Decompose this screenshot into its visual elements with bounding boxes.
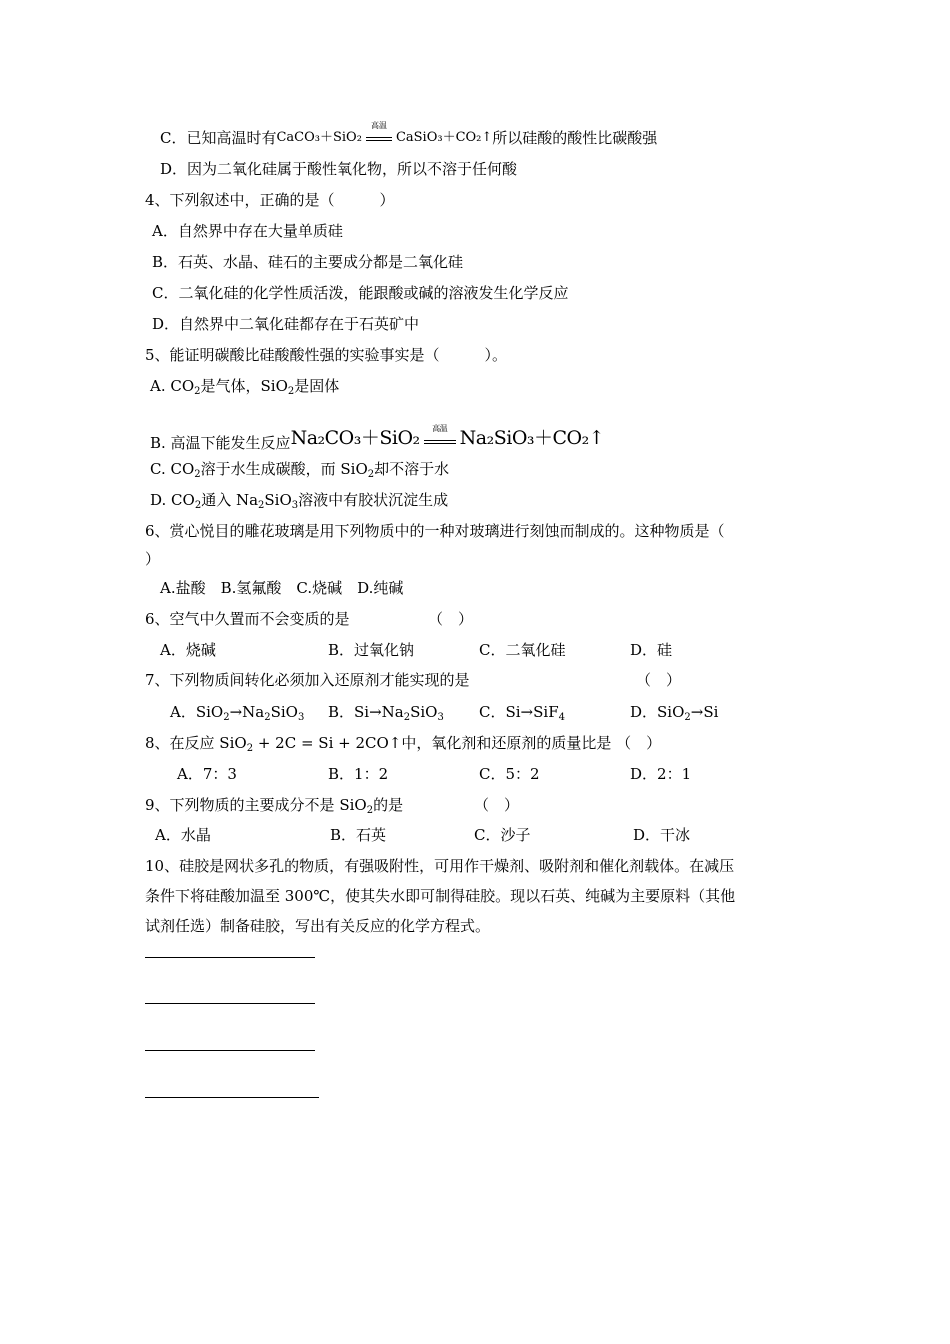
- question-8-stem: 8、在反应 SiO$_2$ + 2C = Si + 2CO↑中，氧化剂和还原剂的质量比是 （ ）: [145, 734, 662, 754]
- condition-mark: 高温: [366, 131, 392, 141]
- question-4-option-b: B．石英、水晶、硅石的主要成分都是二氧化硅: [152, 253, 464, 271]
- question-8-option-a: A．7：3: [177, 765, 237, 783]
- question-6b-option-c: C．二氧化硅: [479, 641, 566, 659]
- question-9-option-c: C．沙子: [474, 826, 531, 844]
- question-10-line1: 10、硅胶是网状多孔的物质，有强吸附性，可用作干燥剂、吸附剂和催化剂载体。在减压: [145, 857, 735, 875]
- answer-blank-line[interactable]: [145, 957, 315, 958]
- question-7-answer-paren: （ ）: [636, 671, 682, 689]
- option-c-line: [160, 121, 658, 148]
- question-5-option-d: D. $CO_2$通入 $Na_2SiO_3$溶液中有胶状沉淀生成: [150, 491, 449, 511]
- question-5-option-a: A. $CO_2$是气体，SiO$_2$是固体: [150, 377, 340, 397]
- question-8-option-b: B．1：2: [328, 765, 389, 783]
- question-5-stem: 5、能证明碳酸比硅酸酸性强的实验事实是（ ）。: [145, 346, 508, 364]
- question-4-option-a: A．自然界中存在大量单质硅: [152, 222, 343, 240]
- answer-blank-line[interactable]: [145, 1097, 319, 1098]
- question-4-option-c: C．二氧化硅的化学性质活泼，能跟酸或碱的溶液发生化学反应: [152, 284, 569, 302]
- option-c-suffix: 所以硅酸的酸性比碳酸强: [492, 129, 658, 147]
- question-10-line2: 条件下将硅酸加温至 300℃，使其失水即可制得硅胶。现以石英、纯碱为主要原料（其他: [145, 887, 736, 905]
- equation-na2co3-sio2: Na₂CO₃＋SiO₂ 高温 Na₂SiO₃＋CO₂↑: [290, 424, 605, 449]
- question-7-stem: 7、下列物质间转化必须加入还原剂才能实现的是: [145, 671, 470, 689]
- question-7-option-a: A．$SiO_2\to Na_2SiO_3$: [170, 703, 305, 723]
- question-8-option-d: D．2：1: [630, 765, 692, 783]
- answer-blank-line[interactable]: [145, 1050, 315, 1051]
- question-9-option-d: D．干冰: [633, 826, 691, 844]
- answer-blank-line[interactable]: [145, 1003, 315, 1004]
- question-6b-answer-paren: （ ）: [428, 610, 474, 628]
- question-6b-option-d: D．硅: [630, 641, 673, 659]
- question-6b-option-a: A．烧碱: [160, 641, 216, 659]
- question-5-option-c: C. $CO_2$溶于水生成碳酸，而 SiO$_2$却不溶于水: [150, 460, 450, 480]
- question-6b-stem: 6、空气中久置而不会变质的是: [145, 610, 350, 628]
- question-4-option-d: D．自然界中二氧化硅都存在于石英矿中: [152, 315, 420, 333]
- question-10-line3: 试剂任选）制备硅胶，写出有关反应的化学方程式。: [145, 917, 491, 935]
- equation-caco3-sio2: CaCO₃＋SiO₂ 高温 CaSiO₃＋CO₂↑: [276, 121, 493, 145]
- question-7-option-b: B．$Si\to Na_2SiO_3$: [328, 703, 444, 723]
- question-6b-option-b: B．过氧化钠: [328, 641, 415, 659]
- question-7-option-c: C．Si→SiF$_4$: [479, 703, 565, 723]
- question-5-option-b: B. 高温下能发生反应Na₂CO₃＋SiO₂ 高温 Na₂SiO₃＋CO₂↑: [150, 424, 605, 452]
- question-8-option-c: C．5：2: [479, 765, 540, 783]
- question-4-stem: 4、下列叙述中，正确的是（ ）: [145, 191, 395, 209]
- question-7-option-d: D．SiO$_2$→Si: [630, 703, 719, 723]
- question-9-answer-paren: （ ）: [474, 796, 520, 814]
- condition-mark: 高温: [424, 434, 456, 444]
- question-6a-stem-line1: 6、赏心悦目的雕花玻璃是用下列物质中的一种对玻璃进行刻蚀而制成的。这种物质是（: [145, 522, 725, 540]
- question-6a-options: A.盐酸 B.氢氟酸 C.烧碱 D.纯碱: [160, 579, 404, 597]
- question-9-option-b: B．石英: [330, 826, 387, 844]
- question-9-stem: 9、下列物质的主要成分不是 SiO$_2$的是: [145, 796, 404, 816]
- option-d-line: D．因为二氧化硅属于酸性氧化物，所以不溶于任何酸: [160, 160, 518, 178]
- question-9-option-a: A．水晶: [155, 826, 211, 844]
- question-6a-stem-line2: ）: [145, 550, 161, 568]
- option-c-prefix: C．已知高温时有: [160, 129, 277, 147]
